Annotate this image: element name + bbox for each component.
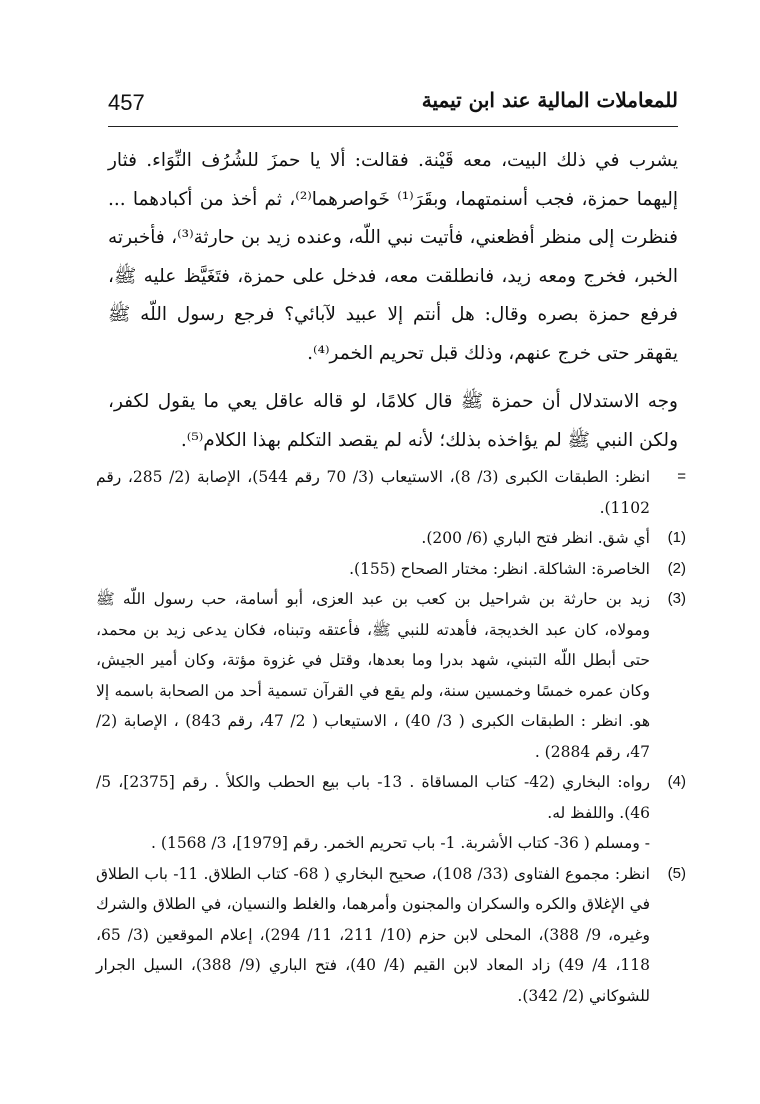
footnote-text: - ومسلم ( 36- كتاب الأشربة. 1- باب تحريم الخمر. رقم [1979]، 3/ 1568) . — [151, 834, 650, 852]
footnote-text: انظر: مجموع الفتاوى (33/ 108)، صحيح البخاري ( 68- كتاب الطلاق. 11- باب الطلاق في الإغلاق والكره والسكران والمجنون وأمرهما، والغلط والنسيان، في الطلاق والشرك وغيره، 9/ 388)، المحلى لابن حزم (10/ 211، 11/ 294)، إعلام الموقعين (3/ 65، 118، 4/ 49) زاد المعاد لابن القيم (4/ 40)، فتح الباري (9/ 388)، السيل الجرار للشوكاني (2/ 342). — [96, 864, 650, 1005]
footnote-marker: (2) — [667, 559, 686, 577]
footnote-marker: = — [677, 468, 686, 485]
footnote-text: زيد بن حارثة بن شراحيل بن كعب بن عبد العزى، أبو أسامة، حب رسول اللّه ﷺ ومولاه، كان عبد الخديجة، فأهدته للنبي ﷺ، فأعتقه وتبناه، فكان يدعى زيد بن محمد، حتى أبطل اللّه التبني، شهد بدرا وما بعدها، وقتل في غزوة مؤتة، وكان أمير الجيش، وكان عمره خمسًا وخمسين سنة، ولم يقع في القرآن تسمية أحد من الصحابة باسمه إلا هو. انظر : الطبقات الكبرى ( 3/ 40) ، الاستيعاب ( 2/ 47، رقم 843) ، الإصابة (2/ 47، رقم 2884) . — [96, 590, 651, 761]
footnote-3 — [96, 584, 686, 767]
footnote-marker: (3) — [667, 590, 686, 607]
footnote-marker: (4) — [667, 773, 686, 790]
footnote-text: الخاصرة: الشاكلة. انظر: مختار الصحاح (155). — [349, 559, 650, 578]
footnote-text: انظر: الطبقات الكبرى (3/ 8)، الاستيعاب (3/ 70 رقم 544)، الإصابة (2/ 285، رقم 1102). — [96, 468, 651, 517]
footnote-5 — [96, 859, 686, 1012]
footnote-4 — [96, 767, 686, 828]
main-paragraph: وجه الاستدلال أن حمزة ﷺ قال كلامًا، لو قاله عاقل يعي ما يقول لكفر، ولكن النبي ﷺ لم يؤاخذه بذلك؛ لأنه لم يقصد التكلم بهذا الكلام⁽⁵⁾. — [108, 391, 678, 451]
page-header — [108, 86, 678, 127]
footnotes — [96, 462, 686, 1011]
main-paragraph: يشرب في ذلك البيت، معه قَيْنة. فقالت: ألا يا حمزَ للشُرُف النِّوَاء. فثار إليهما حمزة، فجب أسنمتهما، وبقَرَ⁽¹⁾ خَواصرهما⁽²⁾، ثم أخذ من أكبادهما ... فنظرت إلى منظر أفظعني، فأتيت نبي اللّه، وعنده زيد بن حارثة⁽³⁾، فأخبرته الخبر، فخرج ومعه زيد، فانطلقت معه، فدخل على حمزة، فتَغَيَّظ عليه ﷺ، فرفع حمزة بصره وقال: هل أنتم إلا عبيد لآبائي؟ فرجع رسول اللّه ﷺ يقهقر حتى خرج عنهم، وذلك قبل تحريم الخمر⁽⁴⁾. — [108, 150, 679, 364]
main-text — [108, 142, 678, 460]
footnote-continued — [96, 462, 686, 523]
running-title: للمعاملات المالية عند ابن تيمية — [421, 88, 678, 112]
footnote-text: رواه: البخاري (42- كتاب المساقاة . 13- باب بيع الحطب والكلأ . رقم [2375]، 5/ 46). واللفظ له. — [96, 773, 650, 822]
footnote-1 — [96, 523, 686, 554]
page-number: 457 — [108, 90, 145, 115]
footnote-marker: (1) — [667, 529, 686, 546]
footnote-marker: (5) — [667, 864, 686, 882]
footnote-text: أي شق. انظر فتح الباري (6/ 200). — [421, 529, 650, 547]
footnote-2 — [96, 554, 686, 585]
footnote-4-continued — [96, 828, 686, 859]
